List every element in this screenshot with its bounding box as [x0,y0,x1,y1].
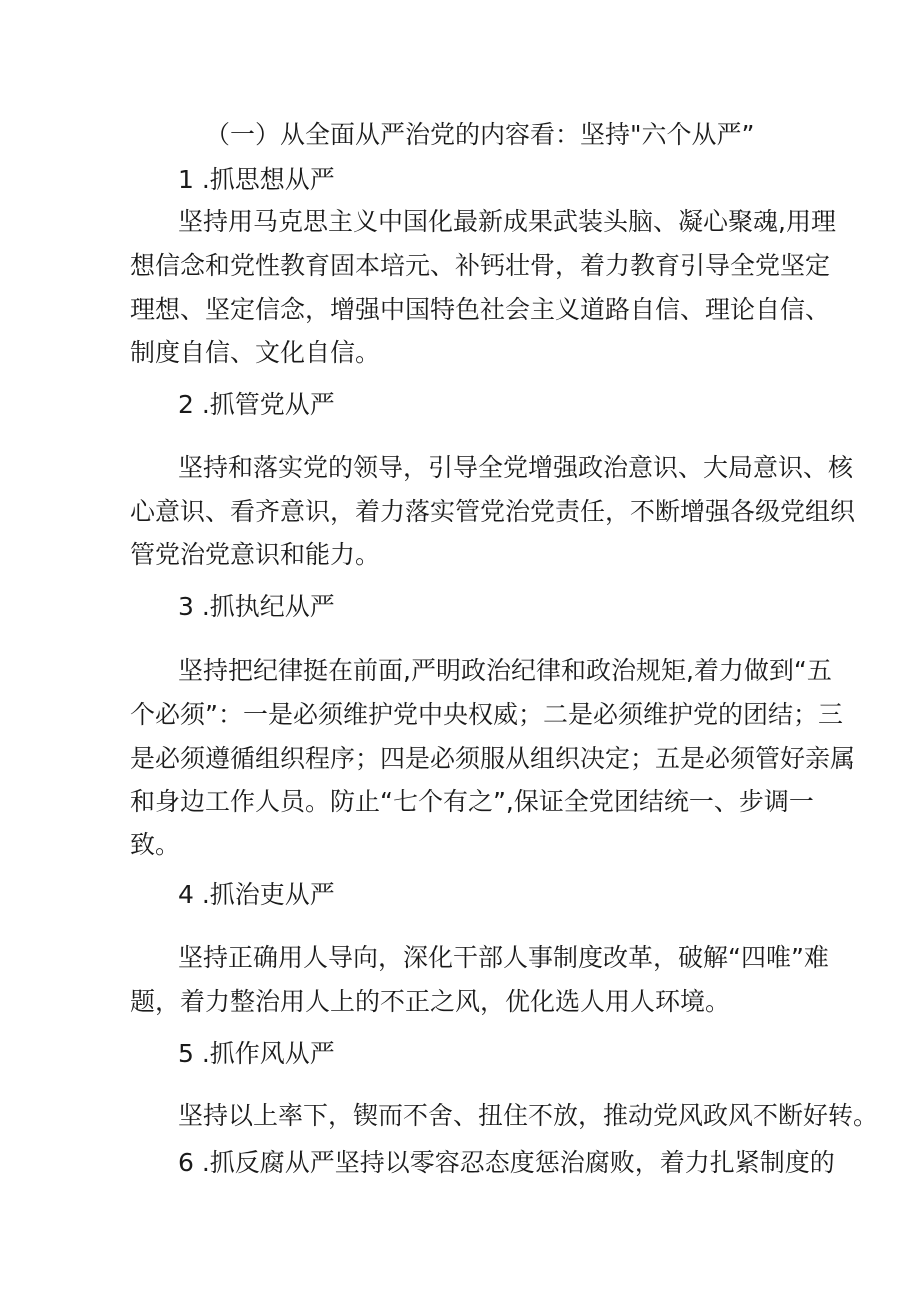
item-1-line-2: 想信念和党性教育固本培元、补钙壮骨，着力教育引导全党坚定 [130,251,831,280]
item-3-line-2: 个必须”：一是必须维护党中央权威；二是必须维护党的团结；三 [130,700,843,729]
item-2-title: 2 .抓管党从严 [178,390,335,419]
section-heading: （一）从全面从严治党的内容看：坚持"六个从严” [205,120,755,149]
item-3-line-1: 坚持把纪律挺在前面,严明政治纪律和政治规矩,着力做到“五 [178,656,832,685]
item-4-title: 4 .抓治吏从严 [178,880,335,909]
item-3-line-5: 致。 [130,830,181,859]
item-3-line-4: 和身边工作人员。防止“七个有之”,保证全党团结统一、步调一 [130,787,814,816]
item-1-line-1: 坚持用马克思主义中国化最新成果武装头脑、凝心聚魂,用理 [178,207,836,236]
item-1-title: 1 .抓思想从严 [178,165,335,194]
item-5-line-1: 坚持以上率下，锲而不舍、扭住不放，推动党风政风不断好转。 [178,1101,879,1130]
item-6-title: 6 .抓反腐从严坚持以零容忍态度惩治腐败，着力扎紧制度的 [178,1148,835,1177]
item-2-line-3: 管党治党意识和能力。 [130,540,381,569]
item-1-line-4: 制度自信、文化自信。 [130,338,381,367]
item-4-line-1: 坚持正确用人导向，深化干部人事制度改革，破解“四唯”难 [178,943,829,972]
item-2-line-1: 坚持和落实党的领导，引导全党增强政治意识、大局意识、核 [178,453,854,482]
item-3-line-3: 是必须遵循组织程序；四是必须服从组织决定；五是必须管好亲属 [130,744,856,773]
item-4-line-2: 题，着力整治用人上的不正之风，优化选人用人环境。 [130,987,731,1016]
item-1-line-3: 理想、坚定信念，增强中国特色社会主义道路自信、理论自信、 [130,295,831,324]
item-3-title: 3 .抓执纪从严 [178,592,335,621]
item-2-line-2: 心意识、看齐意识，着力落实管党治党责任，不断增强各级党组织 [130,497,856,526]
item-5-title: 5 .抓作风从严 [178,1039,335,1068]
